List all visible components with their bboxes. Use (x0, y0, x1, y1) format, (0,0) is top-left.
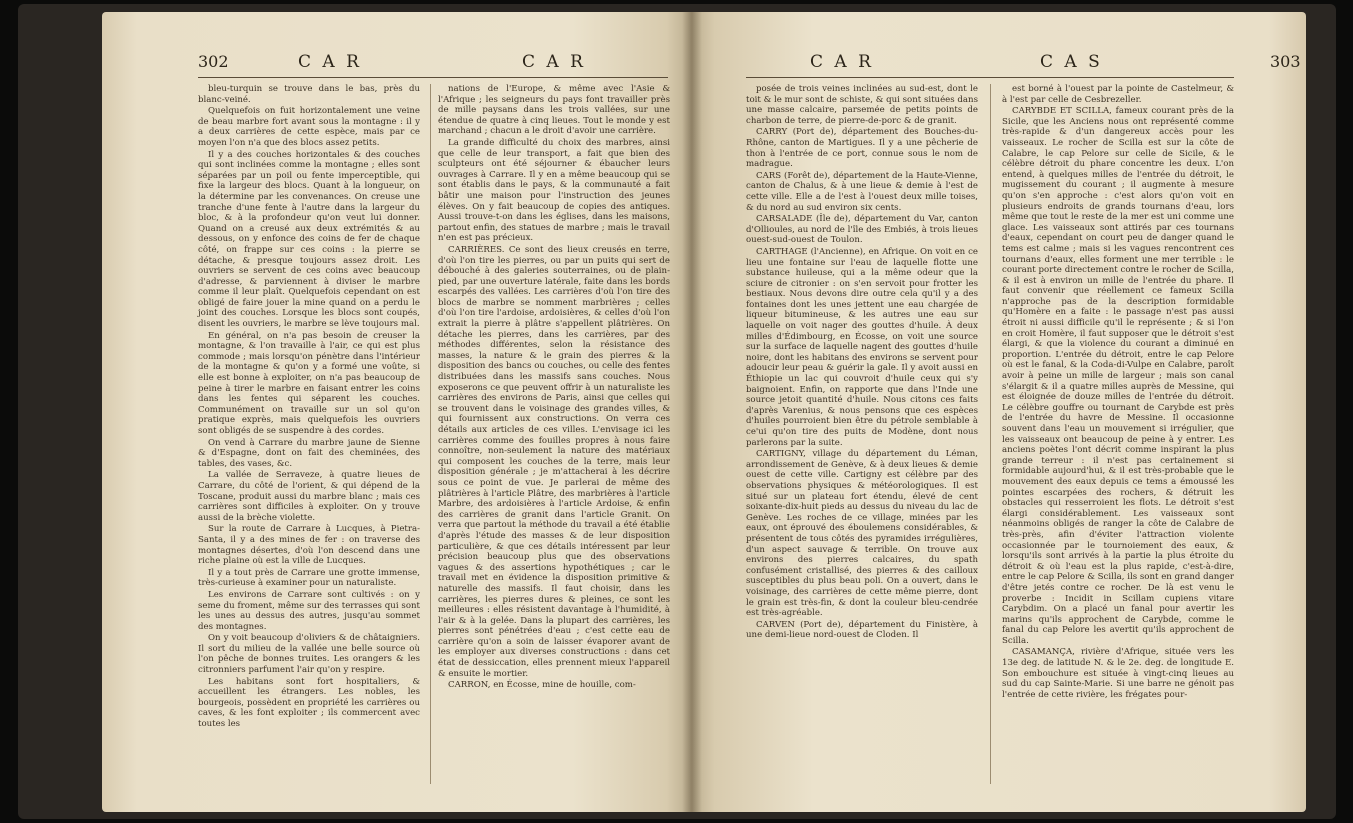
left-column-divider (430, 84, 431, 784)
paragraph: posée de trois veines inclinées au sud-est, dont le toit & le mur sont de schiste, & qui sont situées dans une masse calcaire, parsemée de petits points de charbon de terre, de pierre-de-porc & de granit. (746, 84, 978, 126)
paragraph: CARTIGNY, village du département du Léman, arrondissement de Genève, & à deux lieues & demie ouest de cette ville. Cartigny est célèbre par des observations physiques & météorologiques. Il est situé sur un plateau fort étendu, élevé de cent soixante-dix-huit pieds au dessus du niveau du lac de Genève. Les roches de ce village, minées par les eaux, ont éprouvé des éboulemens considérables, & présentent de tous côtés des pyramides irrégulières, d'un aspect sauvage & terrible. On trouve aux environs des pierres calcaires, du spath confusément cristallisé, des pierres & des cailloux susceptibles du plus beau poli. On a ouvert, dans le voisinage, des carrières de cette même pierre, dont le grain est très-fin, & dont la couleur bleu-cendrée est très-agréable. (746, 449, 978, 619)
right-page (690, 12, 1306, 812)
paragraph: CARVEN (Port de), département du Finistère, à une demi-lieue nord-ouest de Cloden. Il (746, 619, 978, 641)
right-column-1 (746, 84, 978, 642)
paragraph: Quelquefois on fuit horizontalement une veine de beau marbre fort avant sous la montagne : il y a deux carrières de cette espèce, mais par ce moyen l'on n'a que des blocs assez petits. (198, 106, 420, 148)
paragraph: Sur la route de Carrare à Lucques, à Pietra-Santa, il y a des mines de fer : on traverse des montagnes désertes, d'où l'on descend dans une riche plaine où est la ville de Lucques. (198, 524, 420, 567)
right-running-head-2: C A S (1040, 52, 1103, 72)
left-running-head-2: C A R (522, 52, 586, 72)
paragraph: Les habitans sont fort hospitaliers, & accueillent les étrangers. Les nobles, les bourgeois, possèdent en propriété les carrières ou caves, & les font exploiter ; ils commercent avec toutes les (198, 676, 420, 730)
left-column-2 (438, 84, 670, 692)
paragraph: CARSALADE (Île de), département du Var, canton d'Ollioules, au nord de l'île des Embiés, à trois lieues ouest-sud-ouest de Toulon. (746, 214, 978, 246)
right-running-head-1: C A R (810, 52, 874, 72)
paragraph: bleu-turquin se trouve dans le bas, près du blanc-veiné. (198, 84, 420, 105)
paragraph: CARRON, en Écosse, mine de houille, com- (448, 680, 636, 691)
right-column-2 (1002, 84, 1234, 701)
paragraph: En général, on n'a pas besoin de creuser la montagne, & l'on travaille à l'air, ce qui est plus commode ; mais lorsqu'on pénètre dans l'intérieur de la montagne & qu'on y a formé une voûte, si elle est bonne à exploiter, on n'a pas beaucoup de peine à tirer le marbre en faisant entrer les coins dans les fentes qui séparent les couches. Communément on travaille sur un sol qu'on pratique exprès, mais quelquefois les ouvriers sont obligés de se suspendre à des cordes. (198, 330, 420, 436)
paragraph: CARYBDE ET SCILLA, fameux courant près de la Sicile, que les Anciens nous ont représenté comme très-rapide & d'un dangereux accès pour les vaisseaux. Le rocher de Scilla est sur la côte de Calabre, le cap Pelore sur celle de Sicile, & le célèbre détroit du phare concentre les deux. L'on entend, à quelques milles de l'entrée du détroit, le mugissement du courant ; il augmente à mesure qu'on s'en approche : c'est alors qu'on voit en plusieurs endroits de grands tournans d'eau, lors même que tout le reste de la mer est uni comme une glace. Les vaisseaux sont attirés par ces tournans d'eaux, cependant on court peu de danger quand le tems est calme ; mais si les vagues rencontrent ces tournans d'eaux, elles forment une mer terrible : le courant porte directement contre le rocher de Scilla, & il est à environ un mille de l'entrée du phare. Il faut convenir que réellement ce fameux Scilla n'approche pas de la description formidable qu'Homère en a faite : le passage n'est pas aussi étroit ni aussi difficile qu'il le représente ; & si l'on en croit Homère, il faut supposer que le détroit s'est élargi, & que la violence du courant a diminué en proportion. L'entrée du détroit, entre le cap Pelore où est le fanal, & la Coda-di-Vulpe en Calabre, paroît avoir à peine un mille de largeur ; mais son canal s'élargit & il a quatre milles auprès de Messine, qui est éloignée de douze milles de l'entrée du détroit. Le célèbre gouffre ou tournant de Carybde est près de l'entrée du havre de Messine. Il occasionne souvent dans l'eau un mouvement si irrégulier, que les vaisseaux ont beaucoup de peine à y entrer. Les anciens poètes l'ont décrit comme inspirant la plus grande terreur : il n'est pas certainement si formidable aujourd'hui, & il est très-probable que le mouvement des eaux depuis ce tems a émoussé les pointes escarpées des rochers, & détruit les obstacles qui resserroient les flots. Le détroit s'est élargi considérablement. Les vaisseaux sont néanmoins obligés de ranger la côte de Calabre de très-près, afin d'éviter l'attraction violente occasionnée par le tournoiement des eaux, & lorsqu'ils sont arrivés à la partie la plus étroite du détroit & où l'eau est la plus rapide, c'est-à-dire, entre le cap Pelore & Scilla, ils sont en grand danger d'être jetés contre ce rocher. De là est venu le proverbe : Incidit in Scillam cupiens vitare Carybdim. On a placé un fanal pour avertir les marins qu'ils approchent de Carybde, comme le fanal du cap Pelore les avertit qu'ils approchent de Scilla. (1002, 106, 1234, 646)
paragraph: nations de l'Europe, & même avec l'Asie & l'Afrique ; les seigneurs du pays font travailler près de mille paysans dans les trois vallées, sur une étendue de quatre à cinq lieues. Tout le monde y est marchand ; chacun a le droit d'avoir une carrière. (438, 84, 670, 137)
paragraph: La vallée de Serraveze, à quatre lieues de Carrare, du côté de l'orient, & qui dépend de la Toscane, produit aussi du marbre blanc ; mais ces carrières sont difficiles à exploiter. On y trouve aussi de la brèche violette. (198, 470, 420, 523)
paragraph: On y voit beaucoup d'oliviers & de châtaigniers. Il sort du milieu de la vallée une belle source où l'on pêche de bonnes truites. Les orangers & les citronniers parfument l'air qu'on y respire. (198, 633, 420, 676)
book-spread (18, 4, 1336, 819)
paragraph: CARS (Forêt de), département de la Haute-Vienne, canton de Chalus, & à une lieue & demie à l'est de cette ville. Elle a de l'est à l'ouest deux mille toises, & du nord au sud environ six cents. (746, 170, 978, 213)
left-page-number: 302 (198, 52, 229, 71)
paragraph: La grande difficulté du choix des marbres, ainsi que celle de leur transport, a fait que bien des sculpteurs ont été séjourner & ébaucher leurs ouvrages à Carrare. Il y en a même beaucoup qui se sont établis dans le pays, & la communauté a fait bâtir une maison pour l'instruction des jeunes élèves. On y fait beaucoup de copies des antiques. Aussi trouve-t-on dans les églises, dans les maisons, partout enfin, des statues de marbre ; mais le travail n'en est pas précieux. (438, 137, 670, 244)
paragraph: est borné à l'ouest par la pointe de Castelmeur, & à l'est par celle de Cesbrezeller. (1002, 84, 1234, 105)
paragraph: CARRIÈRES. Ce sont des lieux creusés en terre, d'où l'on tire les pierres, ou par un puits qui sert de débouché à des galeries souterraines, ou de plain-pied, par une ouverture latérale, faite dans les bords escarpés des vallées. Les carrières d'où l'on tire des blocs de marbre se nomment marbrières ; celles d'où l'on tire l'ardoise, ardoisières, & celles d'où l'on extrait la pierre à plâtre s'appellent plâtrières. On détache les pierres, dans les carrières, par des méthodes différentes, selon la résistance des masses, la nature & le grain des pierres & la disposition des bancs ou couches, ou celle des fentes distribuées dans les massifs sans couches. Nous exposerons ce que peuvent offrir à un naturaliste les carrières des environs de Paris, ainsi que celles qui se trouvent dans le voisinage des grandes villes, & qui fournissent aux constructions. On verra ces détails aux articles de ces villes. L'envisage ici les carrières comme des fouilles propres à nous faire connoître, non-seulement la nature des matériaux qui composent les couches de la terre, mais leur disposition générale ; je m'attacherai à les décrire sous ce point de vue. Je parlerai de même des plâtrières à l'article Plâtre, des marbrières à l'article Marbre, des ardoisières à l'article Ardoise, & enfin des carrières de granit dans l'article Granit. On verra que partout la méthode du travail a été établie d'après l'étude des masses & de leur disposition particulière, & que ces détails intéressent par leur précision beaucoup plus que des observations vagues & des assertions hypothétiques ; car le travail met en évidence la disposition primitive & naturelle des massifs. Il faut choisir, dans les carrières, les pierres dures & pleines, ce sont les meilleures : elles résistent davantage à l'humidité, à l'air & à la gelée. Dans la plupart des carrières, les pierres sont pénétrées d'eau ; c'est cette eau de carrière qu'on a soin de laisser évaporer avant de les employer aux diverses constructions : dans cet état de dessiccation, elles prennent mieux l'appareil & ensuite le mortier. (438, 244, 670, 679)
paragraph: CASAMANÇA, rivière d'Afrique, située vers les 13e deg. de latitude N. & le 2e. deg. de longitude E. Son embouchure est située à vingt-cinq lieues au sud du cap Sainte-Marie. Si une barre ne génoit pas l'entrée de cette rivière, les frégates pour- (1002, 647, 1234, 700)
paragraph: CARTHAGE (l'Ancienne), en Afrique. On voit en ce lieu une fontaine sur l'eau de laquelle flotte une substance huileuse, qui a la même odeur que la sciure de citronier : on s'en servoit pour frotter les bestiaux. Nous devons dire outre cela qu'il y a des fontaines dont les unes jettent une eau chargée de liqueur bitumineuse, & les autres une eau sur laquelle on voit nager des gouttes d'huile. À deux milles d'Édimbourg, en Écosse, on voit une source sur la surface de laquelle nagent des gouttes d'huile noire, dont les habitans des environs se servent pour adoucir leur peau & guérir la gale. Il y avoit aussi en Éthiopie un lac qui couvroit d'huile ceux qui s'y baignoient. Enfin, on rapporte que dans l'Inde une source jetoit quantité d'huile. Nous citons ces faits d'après Varenius, & nous pensons que ces espèces d'huiles pourroient bien être du pétrole semblable à ce'ui qu'on tire des puits de Modène, dont nous parlerons par la suite. (746, 246, 978, 448)
left-running-head-1: C A R (298, 52, 362, 72)
right-page-number: 303 (1270, 52, 1301, 71)
paragraph: Il y a des couches horizontales & des couches qui sont inclinées comme la montagne ; elles sont séparées par un poil ou fente imperceptible, qui fixe la largeur des blocs. Quant à la longueur, on la détermine par les convenances. On creuse une tranche d'une fente à l'autre dans la largeur du bloc, & à la profondeur qu'on veut lui donner. Quand on a creusé aux deux extrémités & au dessous, on y enfonce des coins de fer de chaque côté, on frappe sur ces coins : la pierre se détache, & presque toujours assez droit. Les ouvriers se servent de ces coins avec beaucoup d'adresse, & parviennent à diviser le marbre comme il leur plaît. Quelquefois cependant on est obligé de faire jouer la mine quand on a perdu le joint des couches. Lorsque les blocs sont coupés, disent les ouvriers, le marbre se lève toujours mal. (198, 149, 420, 330)
book-gutter (682, 12, 702, 812)
paragraph: Il y a tout près de Carrare une grotte immense, très-curieuse à examiner pour un naturaliste. (198, 567, 420, 589)
right-header-rule (746, 77, 1234, 78)
paragraph: Les environs de Carrare sont cultivés : on y seme du froment, même sur des terrasses qui sont les unes au dessus des autres, jusqu'au sommet des montagnes. (198, 589, 420, 632)
left-column-1 (198, 84, 420, 731)
right-column-divider (990, 84, 991, 784)
paragraph: CARRY (Port de), département des Bouches-du-Rhône, canton de Martigues. Il y a une pêcherie de thon à l'entrée de ce port, connue sous le nom de madrague. (746, 127, 978, 170)
left-page (102, 12, 690, 812)
left-header-rule (198, 77, 668, 78)
paragraph: On vend à Carrare du marbre jaune de Sienne & d'Espagne, dont on fait des cheminées, des tables, des vases, &c. (198, 437, 420, 469)
